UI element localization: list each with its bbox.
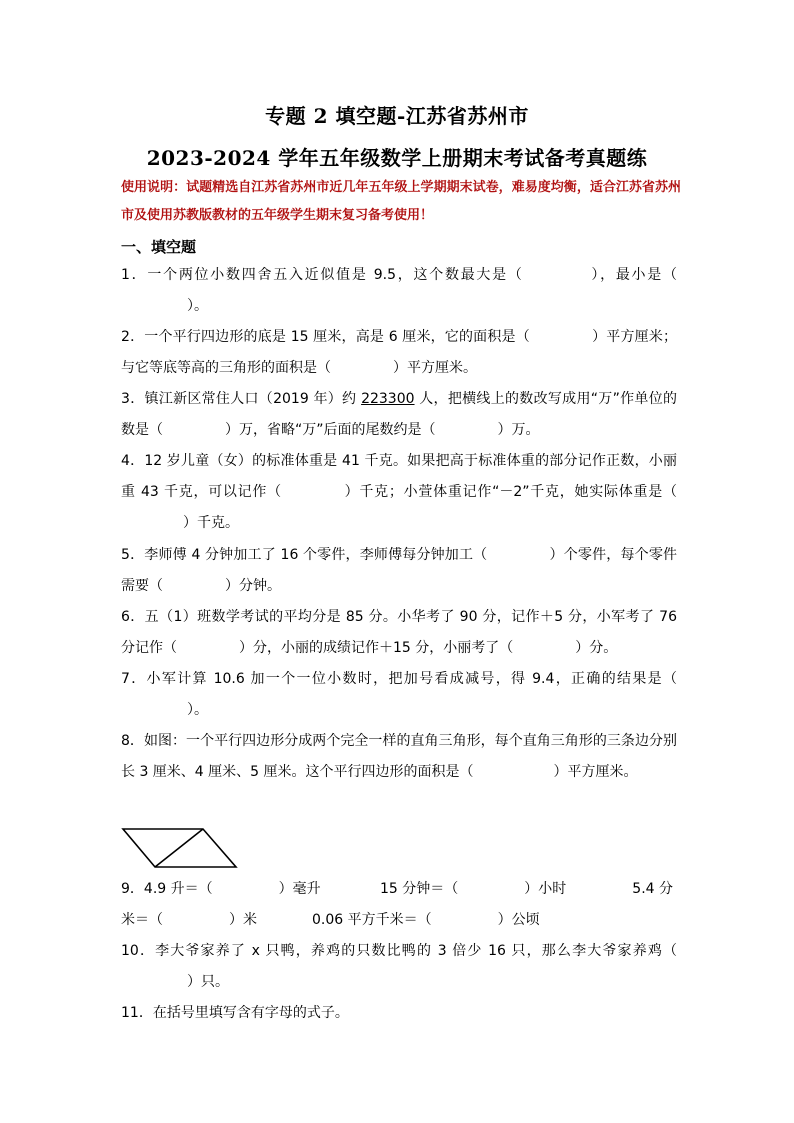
question-6: 6．五（1）班数学考试的平均分是 85 分。小华考了 90 分，记作＋5 分，小军考了 76 分记作（ ）分，小丽的成绩记作＋15 分，小丽考了（ ）分。 [121, 609, 677, 656]
question-9-line-1: 9．4.9 升＝（ ）毫升 15 分钟＝（ ）小时 5.4 分 [121, 881, 673, 897]
question-10: 10．李大爷家养了 x 只鸭，养鸡的只数比鸭的 3 倍少 16 只，那么李大爷家养鸡（）只。 [121, 943, 677, 990]
underlined-number: 223300 [361, 391, 415, 407]
question-8: 8．如图：一个平行四边形分成两个完全一样的直角三角形，每个直角三角形的三条边分别长 3 厘米、4 厘米、5 厘米。这个平行四边形的面积是（ ）平方厘米。 [121, 733, 677, 780]
question-4: 4．12 岁儿童（女）的标准体重是 41 千克。如果把高于标准体重的部分记作正数，小丽重 43 千克，可以记作（ ）千克；小萱体重记作“－2”千克，她实际体重是（）千克。 [121, 453, 677, 531]
question-9-line-2: 米＝（ ）米 0.06 平方千米＝（ ）公顷 [121, 912, 540, 928]
usage-note: 使用说明：试题精选自江苏省苏州市近几年五年级上学期期末试卷，难易度均衡，适合江苏省苏州市及使用苏教版教材的五年级学生期末复习备考使用！ [121, 180, 681, 223]
question-1: 1．一个两位小数四舍五入近似值是 9.5，这个数最大是（ ），最小是（）。 [121, 267, 678, 314]
question-2: 2．一个平行四边形的底是 15 厘米，高是 6 厘米，它的面积是（ ）平方厘米；与它等底等高的三角形的面积是（ ）平方厘米。 [121, 329, 677, 376]
title-line-1: 专题 2 填空题-江苏省苏州市 [265, 104, 529, 128]
parallelogram-figure [121, 827, 241, 871]
section-heading: 一、填空题 [121, 238, 197, 256]
question-7: 7．小军计算 10.6 加一个一位小数时，把加号看成减号，得 9.4，正确的结果是（）。 [121, 671, 677, 718]
question-3: 3．镇江新区常住人口（2019 年）约 223300 人，把横线上的数改写成用“万”作单位的数是（ ）万，省略“万”后面的尾数约是（ ）万。 [121, 391, 677, 438]
question-9 [121, 874, 677, 936]
parallelogram-diagonal [155, 829, 203, 867]
question-11: 11．在括号里填写含有字母的式子。 [121, 1005, 349, 1021]
question-5: 5．李师傅 4 分钟加工了 16 个零件，李师傅每分钟加工（ ）个零件，每个零件需要（ ）分钟。 [121, 547, 677, 594]
title-line-2: 2023-2024 学年五年级数学上册期末考试备考真题练 [146, 146, 648, 170]
